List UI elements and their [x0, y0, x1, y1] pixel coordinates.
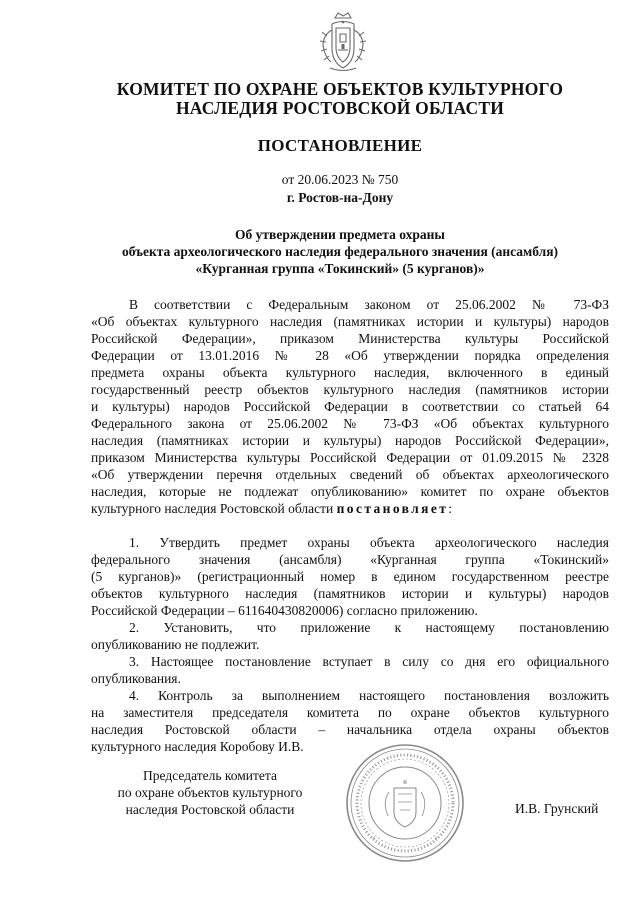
subject-line: объекта археологического наследия федерального значения (ансамбля)	[121, 244, 559, 259]
document-city: г. Ростов-на-Дону	[286, 190, 394, 205]
item-line: опубликованию не подлежит.	[91, 637, 260, 652]
item-line: (5 курганов)» (регистрационный номер в едином государственном реестре	[91, 569, 609, 584]
resolves-colon: :	[448, 501, 453, 516]
rostov-coat-of-arms-emblem	[318, 10, 368, 74]
preamble-line: государственный реестр объектов культурного наследия (памятников истории	[91, 382, 609, 397]
official-seal-stamp	[344, 742, 466, 864]
signer-name: И.В. Грунский	[515, 801, 599, 816]
item-line: наследия Ростовской области – начальника отдела охраны объектов	[91, 722, 609, 737]
item-line: на заместителя председателя комитета по охране объектов культурного	[91, 705, 609, 720]
preamble-line: предмета охраны объекта культурного наследия, включенного в единый	[91, 365, 609, 380]
item-line: 1. Утвердить предмет охраны объекта археологического наследия	[129, 535, 609, 550]
item-line: 3. Настоящее постановление вступает в силу со дня его официального	[129, 654, 609, 669]
preamble-line: «Об утверждении перечня отдельных сведений об объектах археологического	[91, 467, 609, 482]
subject-line: Об утверждении предмета охраны	[235, 227, 445, 242]
item-line: федерального значения (ансамбля) «Курганная группа «Токинский»	[91, 552, 609, 567]
subject-line: «Курганная группа «Токинский» (5 курганов)»	[195, 261, 485, 276]
preamble-line: Российской Федерации», приказом Министерства культуры Российской	[91, 331, 609, 346]
item-line: 2. Установить, что приложение к настоящему постановлению	[129, 620, 609, 635]
document-type-title: ПОСТАНОВЛЕНИЕ	[257, 136, 423, 155]
signer-position-line: Председатель комитета	[143, 768, 277, 783]
item-line: опубликования.	[91, 671, 181, 686]
committee-name-line1: КОМИТЕТ ПО ОХРАНЕ ОБЪЕКТОВ КУЛЬТУРНОГО	[116, 79, 564, 99]
signer-position-line: по охране объектов культурного	[117, 785, 303, 800]
document-date-number: от 20.06.2023 № 750	[281, 172, 399, 187]
item-line: культурного наследия Коробову И.В.	[91, 739, 304, 754]
preamble-line: «Об объектах культурного наследия (памятниках истории и культуры) народов	[91, 314, 609, 329]
preamble-line: В соответствии с Федеральным законом от 25.06.2002 № 73-ФЗ	[129, 297, 609, 312]
preamble-line: наследия (памятниках истории и культуры) народов Российской Федерации»,	[91, 433, 609, 448]
item-line: объектов культурного наследия (памятников истории и культуры) народов	[91, 586, 609, 601]
preamble-line: и культуры) народов Российской Федерации в соответствии со статьей 64	[91, 399, 609, 414]
item-line: 4. Контроль за выполнением настоящего постановления возложить	[129, 688, 609, 703]
item-line: Российской Федерации – 611640430820006) согласно приложению.	[91, 603, 478, 618]
preamble-line: Федерации от 13.01.2016 № 28 «Об утверждении порядка определения	[91, 348, 609, 363]
preamble-line: приказом Министерства культуры Российской Федерации от 01.09.2015 № 2328	[91, 450, 609, 465]
signer-position-line: наследия Ростовской области	[125, 802, 295, 817]
resolves-word: постановляет	[336, 501, 449, 516]
preamble-line: Федерального закона от 25.06.2002 № 73-ФЗ «Об объектах культурного	[91, 416, 609, 431]
preamble-line: наследия, которые не подлежат опубликованию» комитет по охране объектов	[91, 484, 609, 499]
committee-name-line2: НАСЛЕДИЯ РОСТОВСКОЙ ОБЛАСТИ	[175, 98, 505, 118]
preamble-line	[91, 500, 609, 517]
preamble-last-text: культурного наследия Ростовской области	[91, 501, 334, 516]
